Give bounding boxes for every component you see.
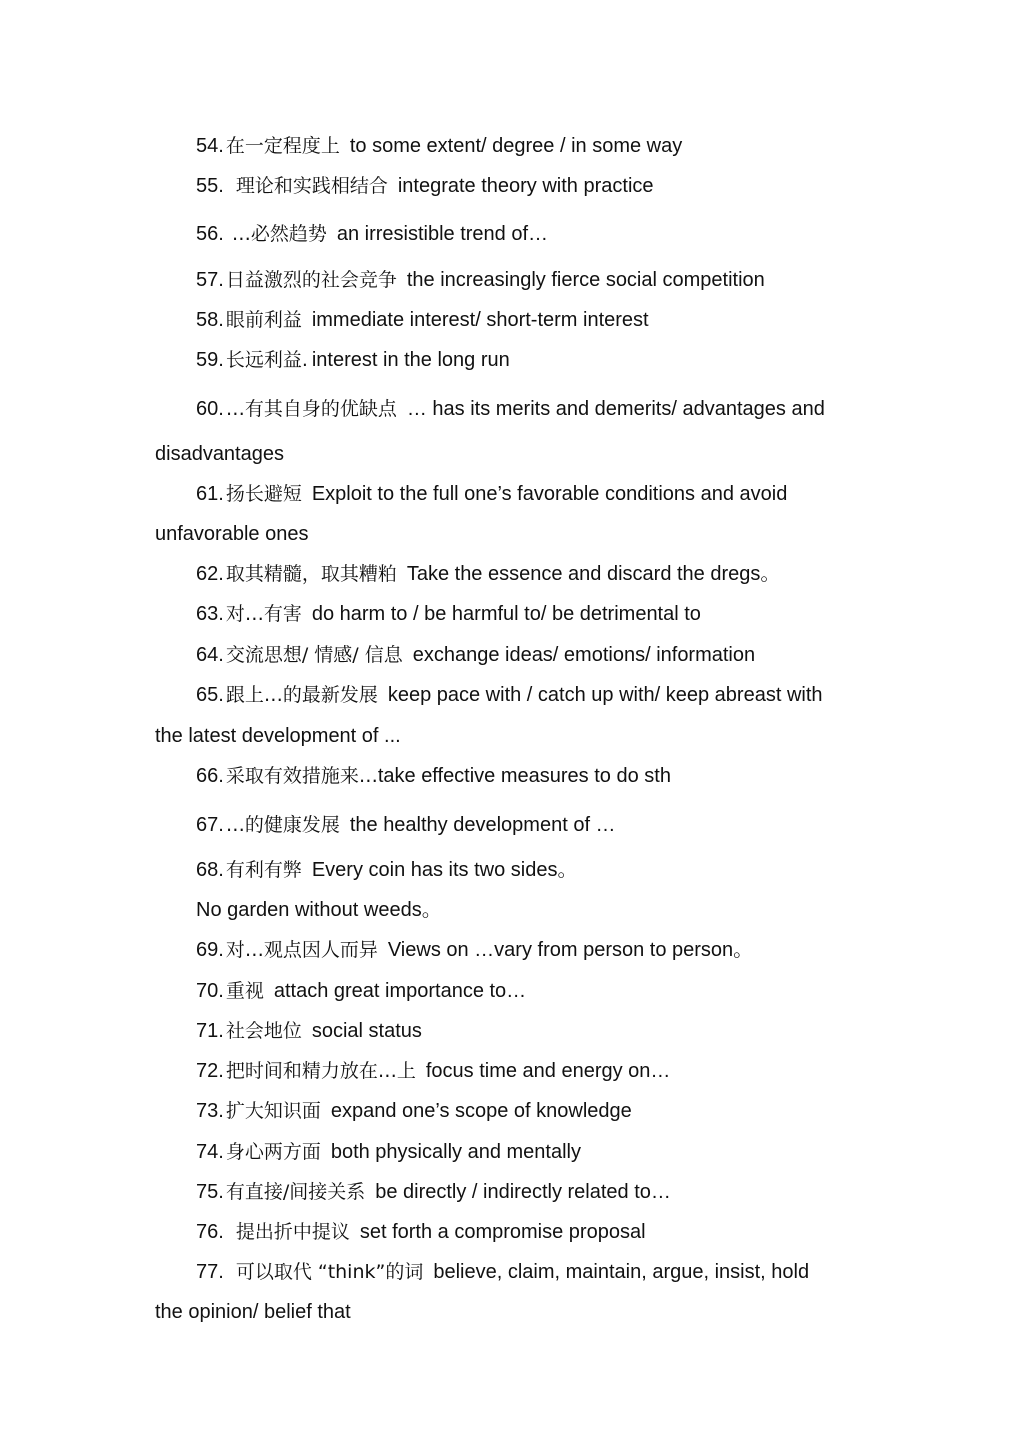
entry-english: Take the essence and discard the dregs。 <box>406 563 781 585</box>
entry-60 <box>196 397 825 421</box>
entry-number: 68. <box>196 859 224 881</box>
entry-56 <box>196 222 548 246</box>
entry-number: 74. <box>196 1141 224 1163</box>
entry-english: be directly / indirectly related to… <box>375 1181 671 1203</box>
entry-57 <box>196 268 765 292</box>
entry-number: 57. <box>196 269 224 291</box>
entry-number: 56. <box>196 223 224 245</box>
entry-chinese: 提出折中提议 <box>235 1221 350 1243</box>
entry-english: an irresistible trend of… <box>336 223 549 245</box>
entry-number: 63. <box>196 603 224 625</box>
entry-62 <box>196 562 780 586</box>
entry-66 <box>196 764 671 788</box>
entry-75 <box>196 1180 671 1204</box>
entry-chinese: 重视 <box>225 980 264 1002</box>
entry-chinese: 可以取代 “think”的词 <box>235 1261 424 1283</box>
entry-chinese: 跟上…的最新发展 <box>225 684 378 706</box>
entry-chinese: 把时间和精力放在…上 <box>225 1060 416 1082</box>
entry-chinese: 采取有效措施来… <box>225 765 378 787</box>
entry-61 <box>196 482 787 506</box>
entry-chinese: 日益激烈的社会竞争 <box>225 269 397 291</box>
entry-61-continuation: unfavorable ones <box>155 523 309 545</box>
entry-68 <box>196 858 577 882</box>
entry-number: 73. <box>196 1100 224 1122</box>
entry-69 <box>196 938 753 962</box>
entry-english: Views on …vary from person to person。 <box>387 939 754 961</box>
entry-65 <box>196 683 823 707</box>
entry-english: the increasingly fierce social competition <box>406 269 765 291</box>
entry-72 <box>196 1059 670 1083</box>
entry-number: 69. <box>196 939 224 961</box>
entry-number: 58. <box>196 309 224 331</box>
entry-77-continuation: the opinion/ belief that <box>155 1301 351 1323</box>
entry-english: Every coin has its two sides。 <box>311 859 578 881</box>
entry-number: 62. <box>196 563 224 585</box>
entry-number: 67. <box>196 814 224 836</box>
entry-number: 70. <box>196 980 224 1002</box>
entry-chinese: 社会地位 <box>225 1020 302 1042</box>
entry-chinese: …的健康发展 <box>225 814 340 836</box>
entry-65-continuation: the latest development of ... <box>155 725 401 747</box>
entry-63 <box>196 602 701 626</box>
entry-english: interest in the long run <box>311 349 510 371</box>
entry-chinese: 扬长避短 <box>225 483 302 505</box>
entry-number: 54. <box>196 135 224 157</box>
entry-english: Exploit to the full one’s favorable conditions and avoid <box>311 483 788 505</box>
entry-number: 66. <box>196 765 224 787</box>
entry-english: keep pace with / catch up with/ keep abreast with <box>387 684 823 706</box>
entry-73 <box>196 1099 632 1123</box>
entry-chinese: 交流思想/ 情感/ 信息 <box>225 644 403 666</box>
entry-chinese: 有直接/间接关系 <box>225 1181 366 1203</box>
entry-english: social status <box>311 1020 422 1042</box>
entry-chinese: 身心两方面 <box>225 1141 321 1163</box>
entry-67 <box>196 813 616 837</box>
entry-chinese: 在一定程度上 <box>225 135 340 157</box>
entry-chinese: 眼前利益 <box>225 309 302 331</box>
entry-english: exchange ideas/ emotions/ information <box>412 644 756 666</box>
entry-english: attach great importance to… <box>273 980 527 1002</box>
entry-english: immediate interest/ short-term interest <box>311 309 649 331</box>
entry-74 <box>196 1140 581 1164</box>
entry-number: 76. <box>196 1221 224 1243</box>
entry-english: take effective measures to do sth <box>377 765 671 787</box>
entry-chinese: …必然趋势 <box>231 223 327 245</box>
entry-number: 60. <box>196 398 224 420</box>
entry-english: both physically and mentally <box>330 1141 581 1163</box>
entry-54 <box>196 134 682 158</box>
entry-chinese: 理论和实践相结合 <box>235 175 388 197</box>
entry-70 <box>196 979 526 1003</box>
entry-number: 72. <box>196 1060 224 1082</box>
entry-number: 65. <box>196 684 224 706</box>
entry-77 <box>196 1260 809 1284</box>
entry-chinese: 对…有害 <box>225 603 302 625</box>
entry-english: do harm to / be harmful to/ be detrimental to <box>311 603 701 625</box>
entry-english: the healthy development of … <box>349 814 616 836</box>
entry-number: 61. <box>196 483 224 505</box>
entry-english: believe, claim, maintain, argue, insist, hold <box>433 1261 810 1283</box>
entry-english: focus time and energy on… <box>425 1060 671 1082</box>
entry-64 <box>196 643 755 667</box>
entry-chinese: 取其精髓，取其糟粕 <box>225 563 397 585</box>
entry-chinese: 长远利益. <box>225 349 308 371</box>
entry-number: 77. <box>196 1261 224 1283</box>
entry-55 <box>196 174 654 198</box>
entry-chinese: 有利有弊 <box>225 859 302 881</box>
entry-english: integrate theory with practice <box>397 175 654 197</box>
entry-number: 64. <box>196 644 224 666</box>
entry-number: 75. <box>196 1181 224 1203</box>
entry-76 <box>196 1220 646 1244</box>
entry-english: … has its merits and demerits/ advantages and <box>406 398 825 420</box>
entry-71 <box>196 1019 422 1043</box>
entry-chinese: 扩大知识面 <box>225 1100 321 1122</box>
entry-chinese: 对…观点因人而异 <box>225 939 378 961</box>
entry-59 <box>196 348 510 372</box>
entry-chinese: …有其自身的优缺点 <box>225 398 397 420</box>
entry-68-extra: No garden without weeds。 <box>196 899 442 921</box>
entry-number: 55. <box>196 175 224 197</box>
entry-english: set forth a compromise proposal <box>359 1221 646 1243</box>
entry-number: 59. <box>196 349 224 371</box>
entry-english: to some extent/ degree / in some way <box>349 135 683 157</box>
entry-60-continuation: disadvantages <box>155 443 284 465</box>
entry-58 <box>196 308 649 332</box>
entry-number: 71. <box>196 1020 224 1042</box>
entry-english: expand one’s scope of knowledge <box>330 1100 632 1122</box>
